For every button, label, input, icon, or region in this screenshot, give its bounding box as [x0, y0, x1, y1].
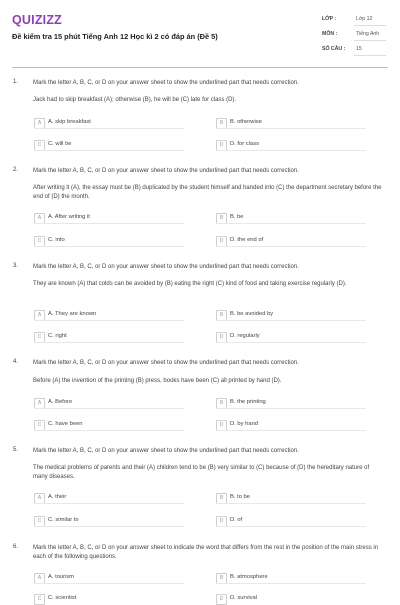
question-number: 5.: [13, 447, 19, 453]
option-letter-box: C: [34, 516, 45, 527]
option-letter-box: D: [216, 516, 227, 527]
count-value: 15: [356, 46, 362, 52]
question-sentence: They are known (A) that colds can be avoided by (B) eating the right (C) kind of food and taking exercise regularly (D).: [33, 281, 347, 287]
question-prompt: Mark the letter A, B, C, or D on your answer sheet to show the underlined part that needs correction.: [33, 80, 299, 86]
question-number: 2.: [13, 167, 19, 173]
option-text: B. to be: [230, 494, 250, 500]
option-letter-box: A: [34, 213, 45, 224]
question-prompt: Mark the letter A, B, C, or D on your answer sheet to show the underlined part that needs correction.: [33, 264, 299, 270]
question-prompt: Mark the letter A, B, C, or D on your answer sheet to show the underlined part that needs correction.: [33, 168, 299, 174]
header-divider: [12, 67, 388, 68]
question-prompt: Mark the letter A, B, C, or D on your answer sheet to show the underlined part that needs correction.: [33, 360, 299, 366]
option-letter-box: C: [34, 420, 45, 431]
option-letter-box: D: [216, 420, 227, 431]
option-letter-box: A: [34, 573, 45, 584]
option-letter-box: A: [34, 118, 45, 129]
option-letter-box: C: [34, 236, 45, 247]
option-text: B. otherwise: [230, 119, 262, 125]
option-letter-box: B: [216, 213, 227, 224]
option-letter-box: C: [34, 140, 45, 151]
option-text: D. the end of: [230, 237, 264, 243]
option-text: A. Before: [48, 399, 73, 405]
option-text: A. skip breakfast: [48, 119, 91, 125]
option-letter-box: B: [216, 310, 227, 321]
option-letter-box: B: [216, 493, 227, 504]
option-text: A. They are known: [48, 311, 97, 317]
option-letter-box: A: [34, 310, 45, 321]
option-text: C. will be: [48, 141, 72, 147]
option-text: B. the printing: [230, 399, 266, 405]
option-text: B. be avoided by: [230, 311, 274, 317]
option-text: D. for class: [230, 141, 259, 147]
option-text: D. regularly: [230, 333, 260, 339]
option-letter-box: B: [216, 398, 227, 409]
option-text: B. atmosphere: [230, 574, 268, 580]
question-sentence: After writing it (A), the essay must be (B) duplicated by the student himself and handed into (C) the department secretary before the end of (D) the month.: [33, 185, 382, 200]
option-letter-box: C: [34, 594, 45, 605]
question-sentence: The medical problems of parents and their (A) children tend to be (B) very similar to (C) because of (D) the hereditary nature of many diseases.: [33, 465, 370, 480]
option-text: C. into: [48, 237, 65, 243]
question-number: 6.: [13, 544, 19, 550]
grade-value: Lớp 12: [356, 16, 373, 22]
option-letter-box: A: [34, 398, 45, 409]
option-text: C. scientist: [48, 595, 77, 601]
question-prompt: Mark the letter A, B, C, or D on your answer sheet to show the underlined part that needs correction.: [33, 448, 299, 454]
grade-label: LỚP :: [322, 16, 337, 22]
quizizz-logo: QUIZIZZ: [12, 13, 63, 27]
option-text: B. be: [230, 214, 244, 220]
option-letter-box: A: [34, 493, 45, 504]
question-number: 4.: [13, 359, 19, 365]
worksheet-title: Đề kiểm tra 15 phút Tiếng Anh 12 Học kì 2 có đáp án (Đề 5): [12, 32, 218, 41]
option-text: D. survival: [230, 595, 258, 601]
option-text: D. of: [230, 517, 243, 523]
question-number: 3.: [13, 263, 19, 269]
question-sentence: Jack had to skip breakfast (A); otherwise (B), he will be (C) late for class (D).: [33, 97, 237, 103]
option-text: C. have been: [48, 421, 83, 427]
option-letter-box: D: [216, 594, 227, 605]
question-number: 1.: [13, 79, 19, 85]
question-prompt: Mark the letter A, B, C, or D on your answer sheet to indicate the word that differs from the rest in the position of the main stress in each of the following questions.: [33, 545, 379, 560]
option-letter-box: D: [216, 332, 227, 343]
option-letter-box: B: [216, 118, 227, 129]
option-text: A. their: [48, 494, 67, 500]
option-letter-box: D: [216, 236, 227, 247]
option-letter-box: C: [34, 332, 45, 343]
count-label: SỐ CÂU :: [322, 46, 346, 52]
option-letter-box: D: [216, 140, 227, 151]
question-sentence: Before (A) the invention of the printing (B) press, books have been (C) all printed by hand (D).: [33, 378, 282, 384]
option-text: A. tourism: [48, 574, 75, 580]
option-letter-box: B: [216, 573, 227, 584]
option-text: A. After writing it: [48, 214, 90, 220]
subject-value: Tiếng Anh: [356, 31, 380, 37]
option-text: C. right: [48, 333, 67, 339]
option-text: D. by hand: [230, 421, 259, 427]
subject-label: MÔN :: [322, 31, 338, 37]
option-text: C. similar to: [48, 517, 79, 523]
